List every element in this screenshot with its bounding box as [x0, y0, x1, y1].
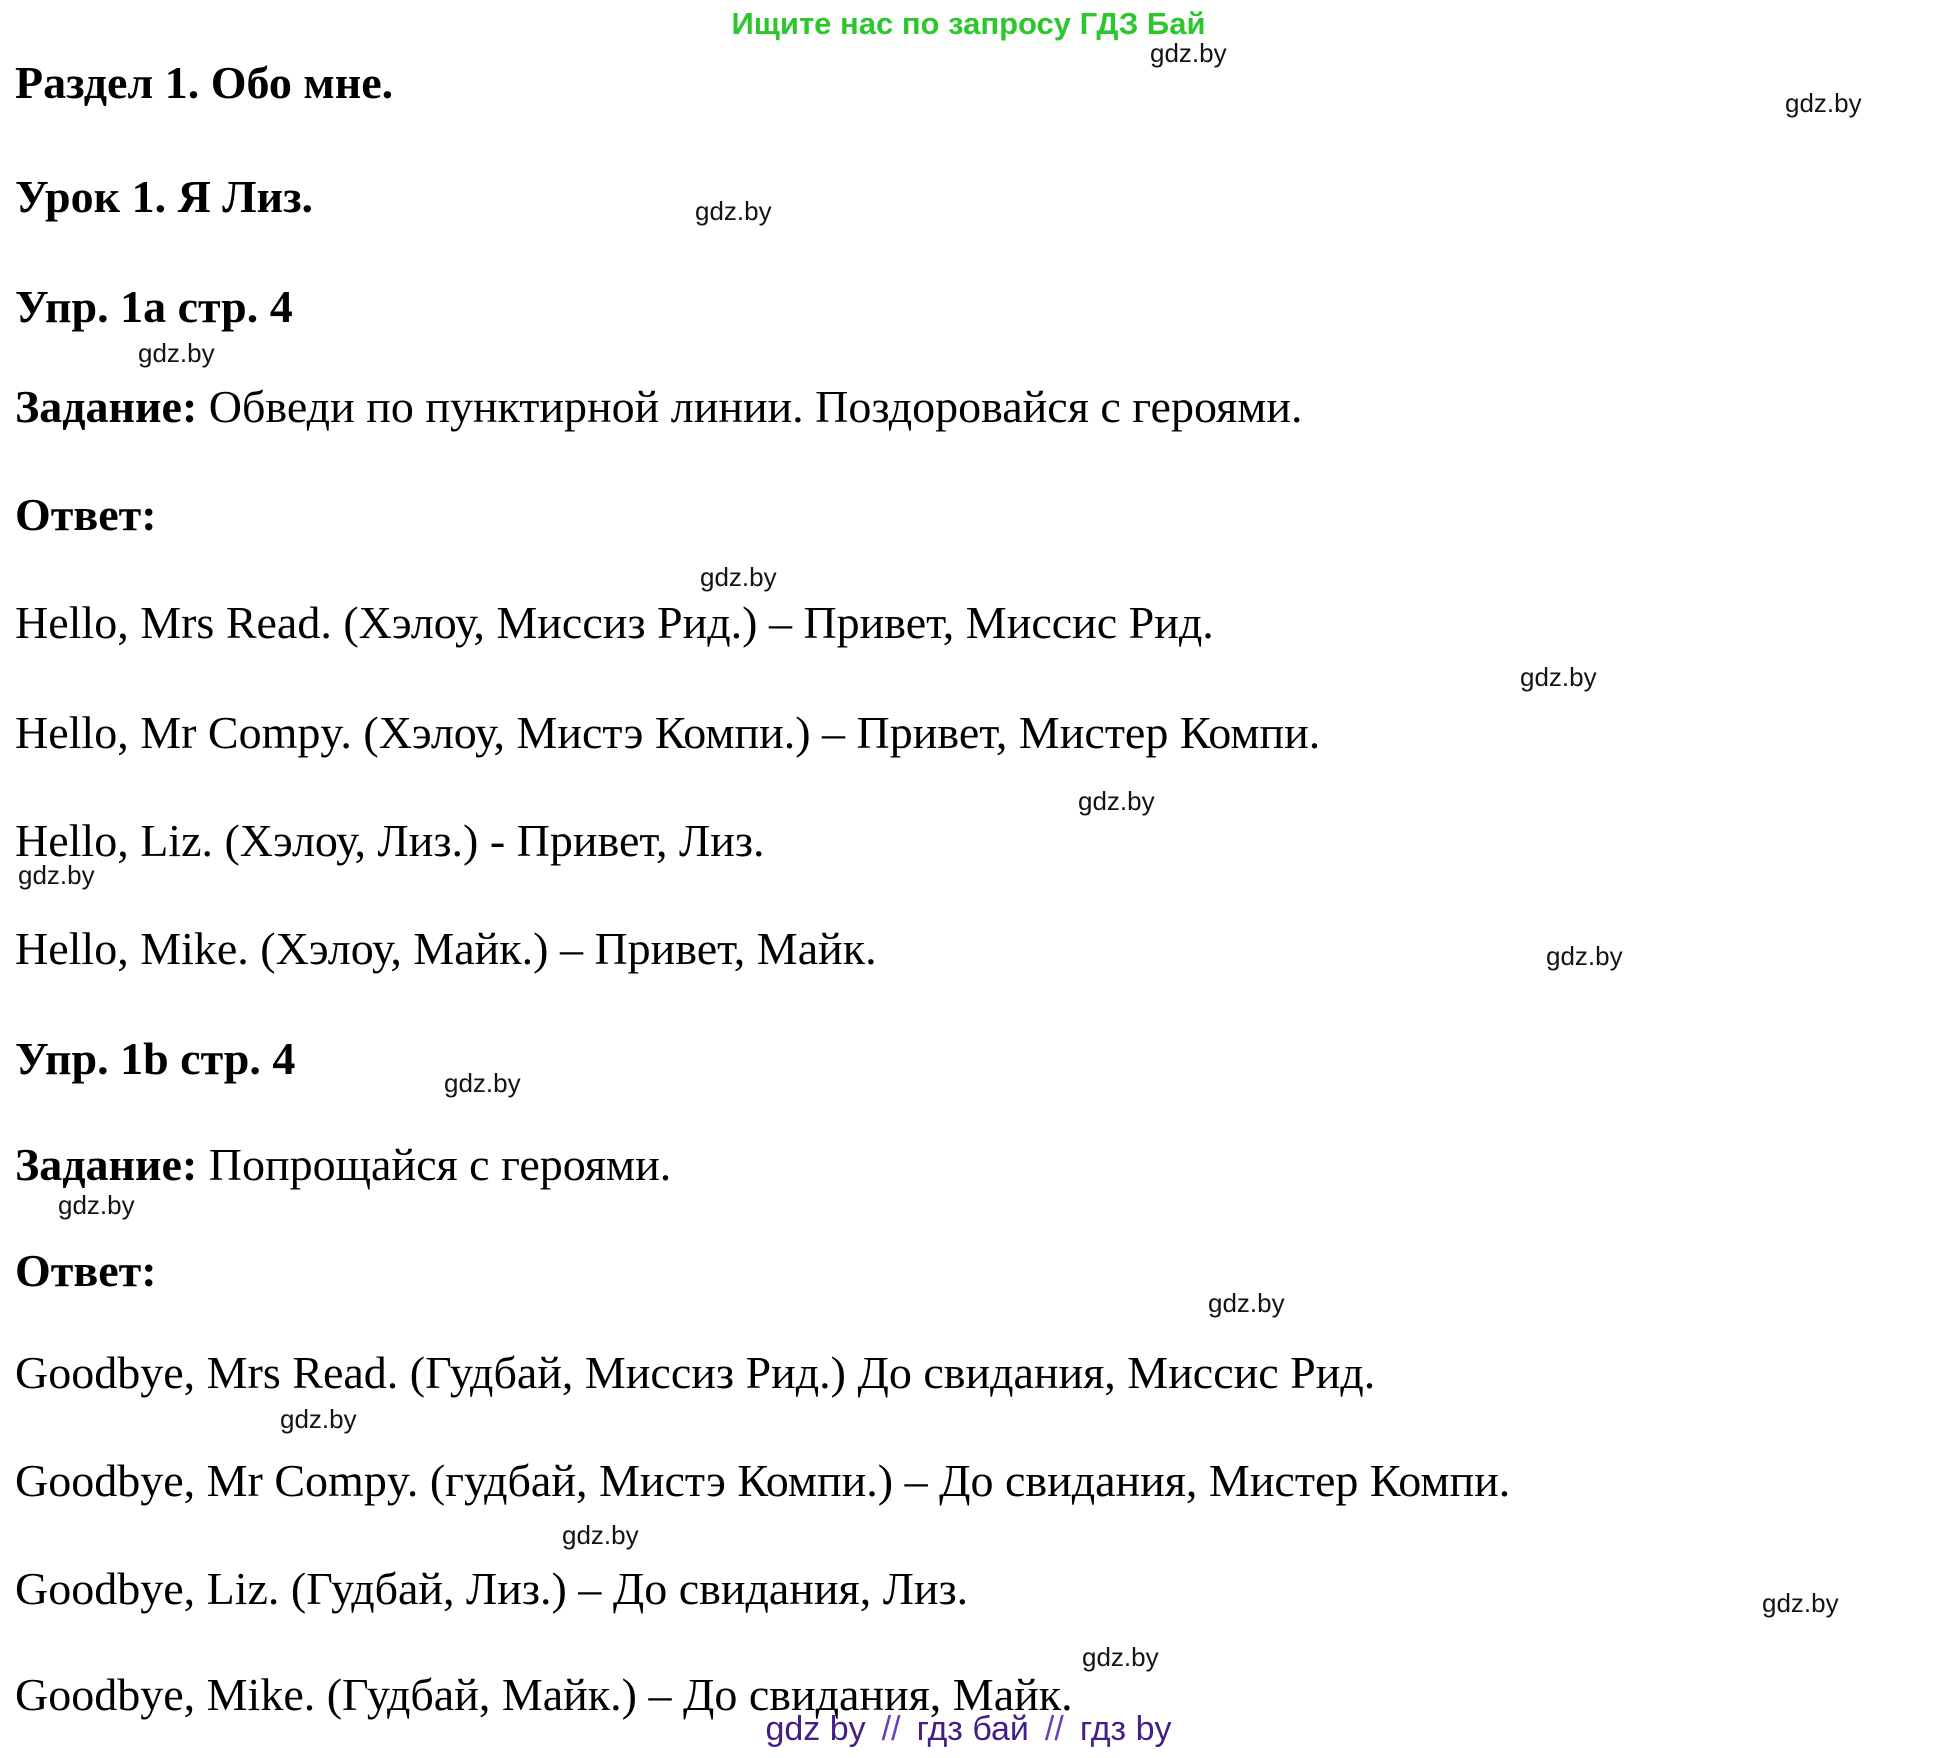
exercise-1b-answer-label: Ответ:: [15, 1245, 157, 1296]
watermark: gdz.by: [1150, 38, 1227, 68]
footer-separator: //: [881, 1710, 901, 1748]
exercise-1b-heading: Упр. 1b стр. 4: [15, 1033, 296, 1084]
watermark: gdz.by: [695, 196, 772, 226]
footer-text: гдз by: [1079, 1710, 1172, 1748]
watermark: gdz.by: [700, 562, 777, 592]
task-text: Обведи по пунктирной линии. Поздоровайся с героями.: [197, 381, 1303, 432]
answer-line: Goodbye, Liz. (Гудбай, Лиз.) – До свидания, Лиз.: [15, 1563, 969, 1614]
answer-line: Hello, Mike. (Хэлоу, Майк.) – Привет, Майк.: [15, 923, 877, 974]
exercise-1b-task: [15, 1139, 672, 1190]
task-label: Задание:: [15, 381, 198, 432]
footer-links: [0, 1710, 1937, 1749]
watermark: gdz.by: [1546, 941, 1623, 971]
exercise-1a-heading: Упр. 1а стр. 4: [15, 281, 293, 332]
watermark: gdz.by: [280, 1404, 357, 1434]
lesson-title: Урок 1. Я Лиз.: [15, 171, 314, 222]
watermark: gdz.by: [1082, 1642, 1159, 1672]
task-text: Попрощайся с героями.: [197, 1139, 672, 1190]
exercise-1a-task: [15, 381, 1303, 432]
task-label: Задание:: [15, 1139, 198, 1190]
watermark: gdz.by: [138, 338, 215, 368]
answer-line: Hello, Liz. (Хэлоу, Лиз.) - Привет, Лиз.: [15, 815, 765, 866]
answer-line: Goodbye, Mrs Read. (Гудбай, Миссиз Рид.) До свидания, Миссис Рид.: [15, 1347, 1376, 1398]
watermark: gdz.by: [58, 1190, 135, 1220]
watermark: gdz.by: [18, 860, 95, 890]
watermark: gdz.by: [1078, 786, 1155, 816]
footer-text: gdz by: [765, 1710, 866, 1748]
section-title: Раздел 1. Обо мне.: [15, 57, 394, 108]
footer-text: гдз бай: [916, 1710, 1029, 1748]
watermark: gdz.by: [1520, 662, 1597, 692]
footer-separator: //: [1044, 1710, 1064, 1748]
exercise-1a-answer-label: Ответ:: [15, 489, 157, 540]
watermark: gdz.by: [1762, 1588, 1839, 1618]
watermark: gdz.by: [562, 1520, 639, 1550]
answer-line: Goodbye, Mr Compy. (гудбай, Мистэ Компи.) – До свидания, Мистер Компи.: [15, 1455, 1511, 1506]
promo-banner: Ищите нас по запросу ГДЗ Бай: [731, 6, 1206, 41]
watermark: gdz.by: [1208, 1288, 1285, 1318]
answer-line: Hello, Mrs Read. (Хэлоу, Миссиз Рид.) – Привет, Миссис Рид.: [15, 597, 1214, 648]
answer-line: Goodbye, Mike. (Гудбай, Майк.) – До свидания, Майк.: [15, 1669, 1073, 1720]
watermark: gdz.by: [1785, 88, 1862, 118]
answer-line: Hello, Mr Compy. (Хэлоу, Мистэ Компи.) – Привет, Мистер Компи.: [15, 707, 1321, 758]
watermark: gdz.by: [444, 1068, 521, 1098]
